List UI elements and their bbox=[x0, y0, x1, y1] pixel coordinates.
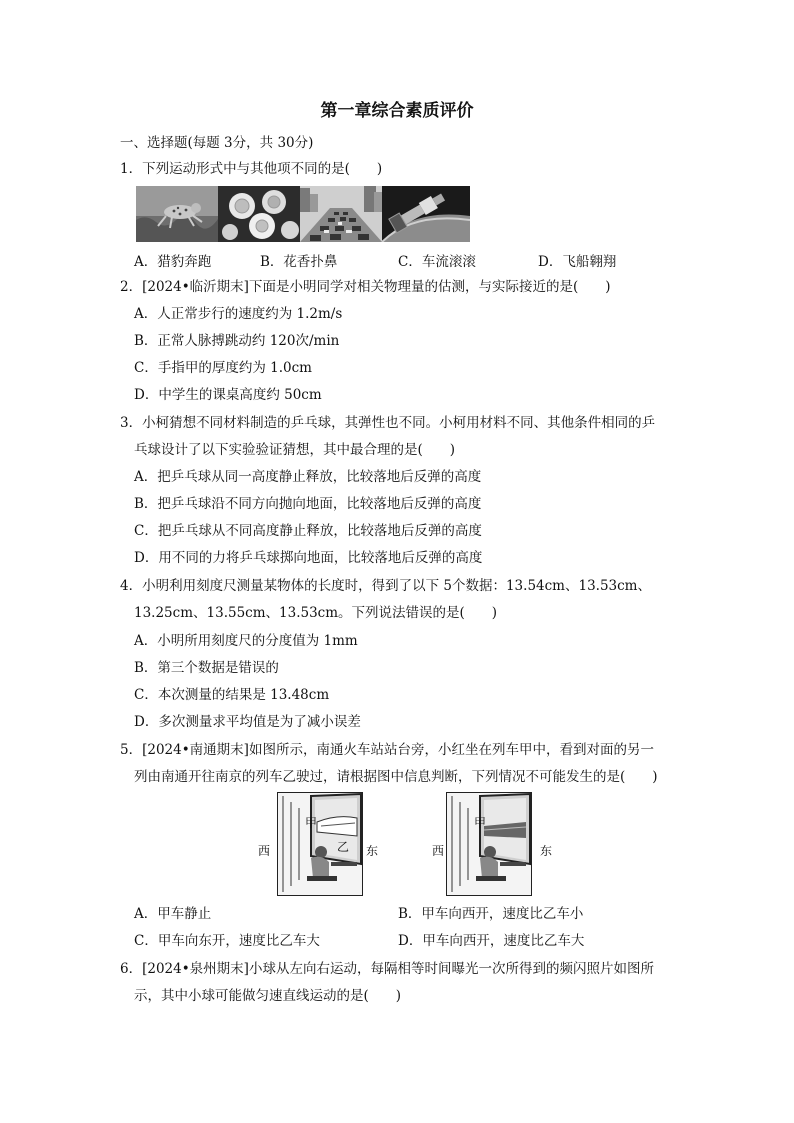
q2-option-c[interactable]: C．手指甲的厚度约为 1.0cm bbox=[134, 360, 312, 376]
q1-option-d[interactable]: D．飞船翱翔 bbox=[538, 254, 617, 270]
q3-option-d[interactable]: D．用不同的力将乒乓球掷向地面，比较落地后反弹的高度 bbox=[134, 550, 483, 566]
q1-stem: 1．下列运动形式中与其他项不同的是( ) bbox=[120, 161, 383, 177]
cheetah-photo bbox=[136, 186, 218, 242]
q4-stem-line1: 4．小明利用刻度尺测量某物体的长度时，得到了以下 5个数据：13.54cm、13.53cm、 bbox=[120, 578, 651, 594]
q4-stem-line2: 13.25cm、13.55cm、13.53cm。下列说法错误的是( ) bbox=[134, 605, 498, 621]
q2-option-a[interactable]: A．人正常步行的速度约为 1.2m/s bbox=[134, 306, 343, 322]
roses-photo bbox=[218, 186, 300, 242]
fig-left-jia-label: 甲 bbox=[305, 816, 318, 830]
q1-option-c[interactable]: C．车流滚滚 bbox=[398, 254, 476, 270]
q2-option-d[interactable]: D．中学生的课桌高度约 50cm bbox=[134, 387, 322, 403]
spaceship-photo bbox=[382, 186, 470, 242]
q5-option-a[interactable]: A．甲车静止 bbox=[134, 906, 212, 922]
q3-option-a[interactable]: A．把乒乓球从同一高度静止释放，比较落地后反弹的高度 bbox=[134, 469, 482, 485]
q5-option-b[interactable]: B．甲车向西开，速度比乙车小 bbox=[398, 906, 584, 922]
fig-right-west-label: 西 bbox=[432, 844, 445, 858]
fig-left-east-label: 东 bbox=[366, 844, 379, 858]
q3-stem-line1: 3．小柯猜想不同材料制造的乒乓球，其弹性也不同。小柯用材料不同、其他条件相同的乒 bbox=[120, 415, 656, 431]
q1-photo-strip bbox=[136, 186, 470, 242]
train-window-right-illustration bbox=[446, 792, 532, 896]
q4-option-c[interactable]: C．本次测量的结果是 13.48cm bbox=[134, 687, 330, 703]
traffic-photo bbox=[300, 186, 382, 242]
q4-option-d[interactable]: D．多次测量求平均值是为了减小误差 bbox=[134, 714, 361, 730]
fig-left-west-label: 西 bbox=[258, 844, 271, 858]
q5-option-d[interactable]: D．甲车向西开，速度比乙车大 bbox=[398, 933, 585, 949]
q3-option-b[interactable]: B．把乒乓球沿不同方向抛向地面，比较落地后反弹的高度 bbox=[134, 496, 482, 512]
q3-option-c[interactable]: C．把乒乓球从不同高度静止释放，比较落地后反弹的高度 bbox=[134, 523, 482, 539]
q1-option-a[interactable]: A．猎豹奔跑 bbox=[134, 254, 212, 270]
q5-stem-line1: 5．[2024•南通期末]如图所示，南通火车站站台旁，小红坐在列车甲中，看到对面的另一 bbox=[120, 742, 654, 758]
q5-figure-right bbox=[446, 792, 532, 896]
section-heading: 一、选择题(每题 3分，共 30分) bbox=[120, 135, 314, 151]
q6-stem-line2: 示，其中小球可能做匀速直线运动的是( ) bbox=[134, 988, 402, 1004]
fig-right-jia-label: 甲 bbox=[474, 816, 487, 830]
q4-option-b[interactable]: B．第三个数据是错误的 bbox=[134, 660, 279, 676]
train-window-left-illustration bbox=[277, 792, 363, 896]
q5-option-c[interactable]: C．甲车向东开，速度比乙车大 bbox=[134, 933, 320, 949]
q4-option-a[interactable]: A．小明所用刻度尺的分度值为 1mm bbox=[134, 633, 358, 649]
q3-stem-line2: 乓球设计了以下实验验证猜想，其中最合理的是( ) bbox=[134, 442, 456, 458]
q5-stem-line2: 列由南通开往南京的列车乙驶过，请根据图中信息判断，下列情况不可能发生的是( ) bbox=[134, 769, 658, 785]
q2-option-b[interactable]: B．正常人脉搏跳动约 120次/min bbox=[134, 333, 340, 349]
q2-stem: 2．[2024•临沂期末]下面是小明同学对相关物理量的估测，与实际接近的是( ) bbox=[120, 279, 611, 295]
page-title: 第一章综合素质评价 bbox=[320, 101, 474, 121]
q6-stem-line1: 6．[2024•泉州期末]小球从左向右运动，每隔相等时间曝光一次所得到的频闪照片如图所 bbox=[120, 961, 654, 977]
fig-right-east-label: 东 bbox=[540, 844, 553, 858]
fig-left-yi-label: 乙 bbox=[337, 840, 350, 854]
q1-option-b[interactable]: B．花香扑鼻 bbox=[260, 254, 338, 270]
q5-figure-left bbox=[277, 792, 363, 896]
